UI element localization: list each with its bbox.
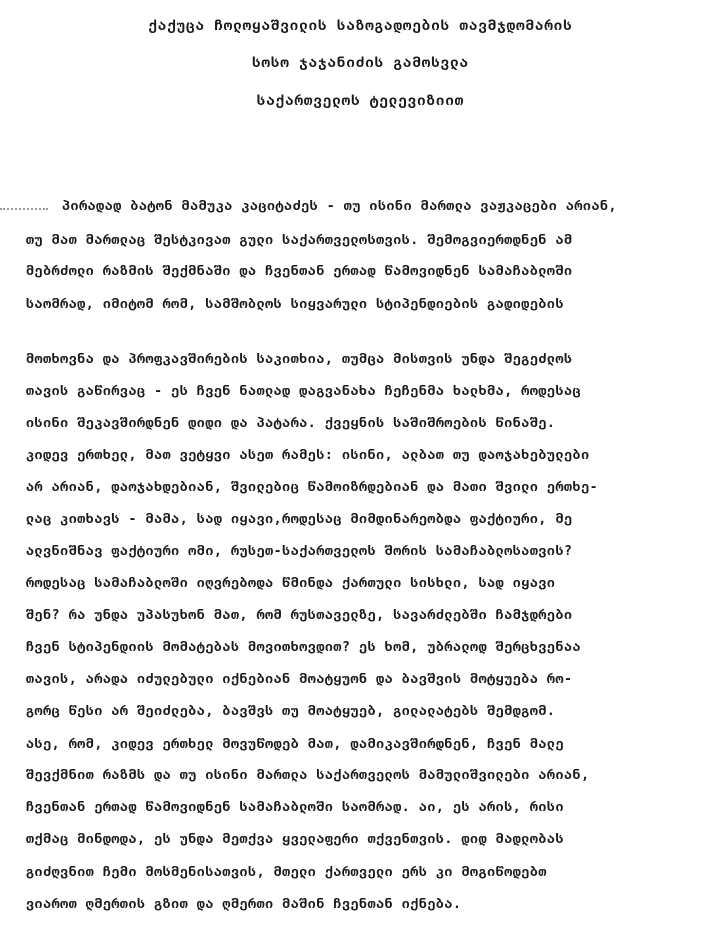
- paragraph-1-line: საომრად, იმიტომ რომ, სამშობლოს სიყვარული სტიპენდიების გადიდების: [26, 297, 564, 312]
- paragraph-2-line: გორც წესი არ შეიძლება, ბავშვს თუ მოატყუებ, გილალატებს შემდგომ.: [26, 704, 556, 719]
- paragraph-2-line: კიდევ ერთხელ, მათ ვეტყვი ასეთ რამეს: ისინი, ალბათ თუ დაოჯახებულები: [26, 448, 590, 463]
- paragraph-2-line: გიძღვნით ჩემი მოსმენისათვის, მთელი ქართველი ერს კი მოგიწოდებთ: [26, 865, 547, 880]
- paragraph-2-line: თქმაც მინდოდა, ეს უნდა მეთქვა ყველაფერი თქვენთვის. დიდ მადლობას: [26, 832, 564, 847]
- paragraph-2-line: მოთხოვნა და პროფკავშირების საკითხია, თუმცა მისთვის უნდა შეგეძლოს: [26, 352, 573, 367]
- paragraph-2-line: ასე, რომ, კიდევ ერთხელ მოვუწოდებ მათ, დამიკავშირდნენ, ჩვენ მალე: [26, 737, 564, 752]
- paragraph-2-line: ჩვენ სტიპენდიის მომატებას მოვითხოვდით? ეს ხომ, უბრალოდ შერცხვენაა: [26, 640, 582, 655]
- paragraph-2-line: თავის, არადა იძულებული იქნებიან მოატყუონ და ბავშვის მოტყუება რო-: [26, 672, 573, 687]
- margin-dots: [0, 208, 48, 210]
- paragraph-2-line: შენ? რა უნდა უპასუხონ მათ, რომ რუსთაველზე, სავარძლებში ჩამჯდრები: [26, 608, 573, 623]
- heading-line-1: ქაქუცა ჩოლოყაშვილის საზოგადოების თავმჯდომარის: [148, 18, 573, 34]
- paragraph-2-line: ვიაროთ ღმერთის გზით და ღმერთი მაშინ ჩვენთან იქნება.: [26, 897, 462, 912]
- paragraph-2-line: შევქმნით რაზმს და თუ ისინი მართლა საქართველოს მამულიშვილები არიან,: [26, 768, 590, 783]
- paragraph-1-line: თუ მათ მართლაც შესტკივათ გული საქართველოსთვის. შემოგვიერთდნენ ამ: [26, 233, 573, 248]
- paragraph-2-line: არ არიან, დაოჯახდებიან, შვილებიც წამოიზრდებიან და მათი შვილი ერთხე-: [26, 480, 599, 495]
- paragraph-1-line: მებრძოლი რაზმის შექმნაში და ჩვენთან ერთად წამოვიდნენ სამაჩაბლოში: [26, 264, 573, 279]
- paragraph-2-line: თავის გაწირვაც - ეს ჩვენ ნათლად დაგვანახა ჩეჩენმა ხალხმა, როდესაც: [26, 384, 582, 399]
- heading-line-2: სოსო ჯაჯანიძის გამოსვლა: [252, 55, 469, 71]
- paragraph-2-line: ალვნიშნავ ფაქტიური ომი, რუსეთ-საქართველოს შორის სამაჩაბლოსათვის?: [26, 544, 573, 559]
- paragraph-2-line: როდესაც სამაჩაბლოში იღვრებოდა წმინდა ქართული სისხლი, სად იყავი: [26, 576, 556, 591]
- paragraph-2-line: ჩვენთან ერთად წამოვიდნენ სამაჩაბლოში საომრად. აი, ეს არის, რისი: [26, 800, 564, 815]
- heading-line-3: საქართველოს ტელევიზიით: [256, 93, 465, 109]
- paragraph-2-line: ისინი შეკავშირდნენ დიდი და პატარა. ქვეყნის საშიშროების წინაშე.: [26, 416, 556, 431]
- paragraph-1-line: პირადად ბატონ მამუკა კაციტაძეს - თუ ისინი მართლა ვაჟკაცები არიან,: [62, 199, 618, 214]
- paragraph-2-line: ლაც კითხავს - მამა, სად იყავი,როდესაც მიმდინარეობდა ფაქტიური, მე: [26, 512, 573, 527]
